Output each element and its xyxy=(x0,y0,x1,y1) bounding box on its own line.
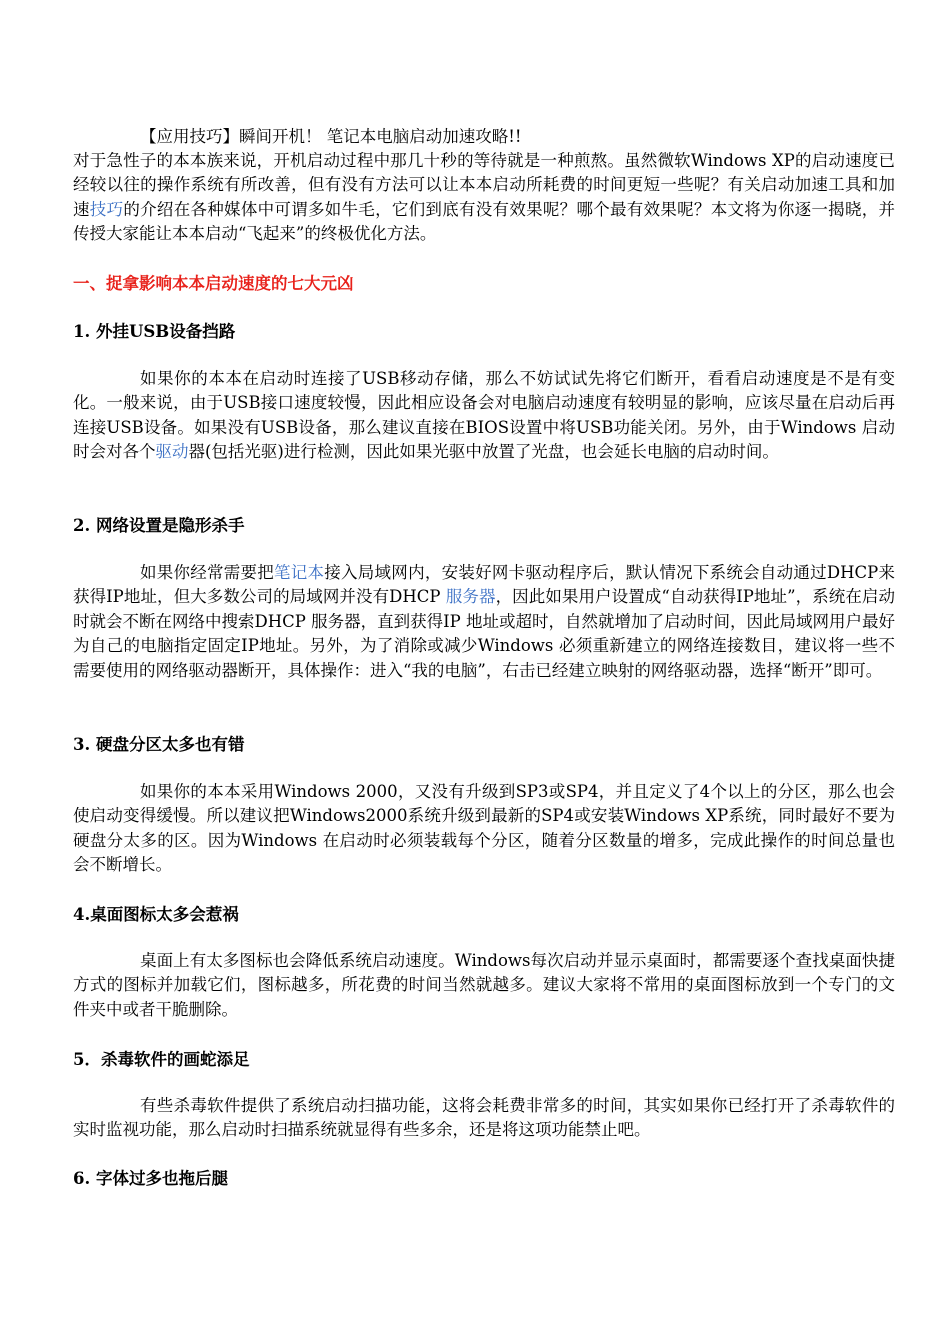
paragraph-text-cont: 器(包括光驱)进行检测，因此如果光驱中放置了光盘，也会延长电脑的启动时间。 xyxy=(188,442,779,462)
link-drivers[interactable]: 驱动 xyxy=(155,442,189,462)
item-heading-1: 1. 外挂USB设备挡路 xyxy=(73,322,236,341)
item-paragraph-3: 如果你的本本采用Windows 2000，又没有升级到SP3或SP4，并且定义了4个以上的分区，那么也会使启动变得缓慢。所以建议把Windows2000系统升级到最新的SP4或安装Windows XP系统，同时最好不要为硬盘分太多的区。因为Windows 在启动时必须装载每个分区，随着分区数量的增多，完成此操作的时间总量也会不断增长。 xyxy=(73,782,895,875)
item-heading-4: 4.桌面图标太多会惹祸 xyxy=(73,905,239,924)
item-paragraph-4: 桌面上有太多图标也会降低系统启动速度。Windows每次启动并显示桌面时，都需要逐个查找桌面快捷方式的图标并加载它们，图标越多，所花费的时间当然就越多。建议大家将不常用的桌面图标放到一个专门的文件夹中或者干脆删除。 xyxy=(73,951,895,1019)
section-heading: 一、捉拿影响本本启动速度的七大元凶 xyxy=(73,274,354,293)
item-paragraph-2 xyxy=(73,561,895,683)
intro-paragraph xyxy=(73,149,895,247)
item-heading-6: 6. 字体过多也拖后腿 xyxy=(73,1169,228,1188)
paragraph-text-cont: 接入局域网内，安装好网卡驱动程序后，默认情况下系统会自动通过DHCP来获得IP地址，但大多数公司的局域网并没有DHCP xyxy=(73,563,895,607)
article-title: 【应用技巧】瞬间开机！ 笔记本电脑启动加速攻略!! xyxy=(140,127,522,146)
item-heading-2: 2. 网络设置是隐形杀手 xyxy=(73,516,245,535)
item-heading-3: 3. 硬盘分区太多也有错 xyxy=(73,735,245,754)
item-heading-5: 5．杀毒软件的画蛇添足 xyxy=(73,1050,250,1069)
paragraph-text: 如果你的本本在启动时连接了USB移动存储，那么不妨试试先将它们断开，看看启动速度是不是有变化。一般来说，由于USB接口速度较慢，因此相应设备会对电脑启动速度有较明显的影响，应该尽量在启动后再连接USB设备。如果没有USB设备，那么建议直接在BIOS设置中将USB功能关闭。另外，由于Windows 启动时会对各个 xyxy=(73,369,895,462)
intro-text-cont: 的介绍在各种媒体中可谓多如牛毛，它们到底有没有效果呢？哪个最有效果呢？本文将为你逐一揭晓，并传授大家能让本本启动“飞起来”的终极优化方法。 xyxy=(73,199,895,244)
item-paragraph-5: 有些杀毒软件提供了系统启动扫描功能，这将会耗费非常多的时间，其实如果你已经打开了杀毒软件的实时监视功能，那么启动时扫描系统就显得有些多余，还是将这项功能禁止吧。 xyxy=(73,1096,895,1140)
link-server[interactable]: 服务器 xyxy=(445,587,496,607)
paragraph-text-end: ，因此如果用户设置成“自动获得IP地址”，系统在启动时就会不断在网络中搜索DHCP 服务器，直到获得IP 地址或超时，自然就增加了启动时间，因此局域网用户最好为自己的电脑指定固定IP地址。另外，为了消除或减少Windows 必须重新建立的网络连接数目，建议将一些不需要使用的网络驱动器断开，具体操作：进入“我的电脑”，右击已经建立映射的网络驱动器，选择“断开”即可。 xyxy=(73,587,895,680)
item-paragraph-1 xyxy=(73,367,895,465)
link-notebook[interactable]: 笔记本 xyxy=(274,563,325,582)
intro-text: 对于急性子的本本族来说，开机启动过程中那几十秒的等待就是一种煎熬。虽然微软Windows XP的启动速度已经较以往的操作系统有所改善，但有没有方法可以让本本启动所耗费的时间更短一些呢？有关启动加速工具和加速 xyxy=(73,151,895,219)
paragraph-text: 如果你经常需要把 xyxy=(140,563,275,582)
link-tips[interactable]: 技巧 xyxy=(89,199,124,219)
